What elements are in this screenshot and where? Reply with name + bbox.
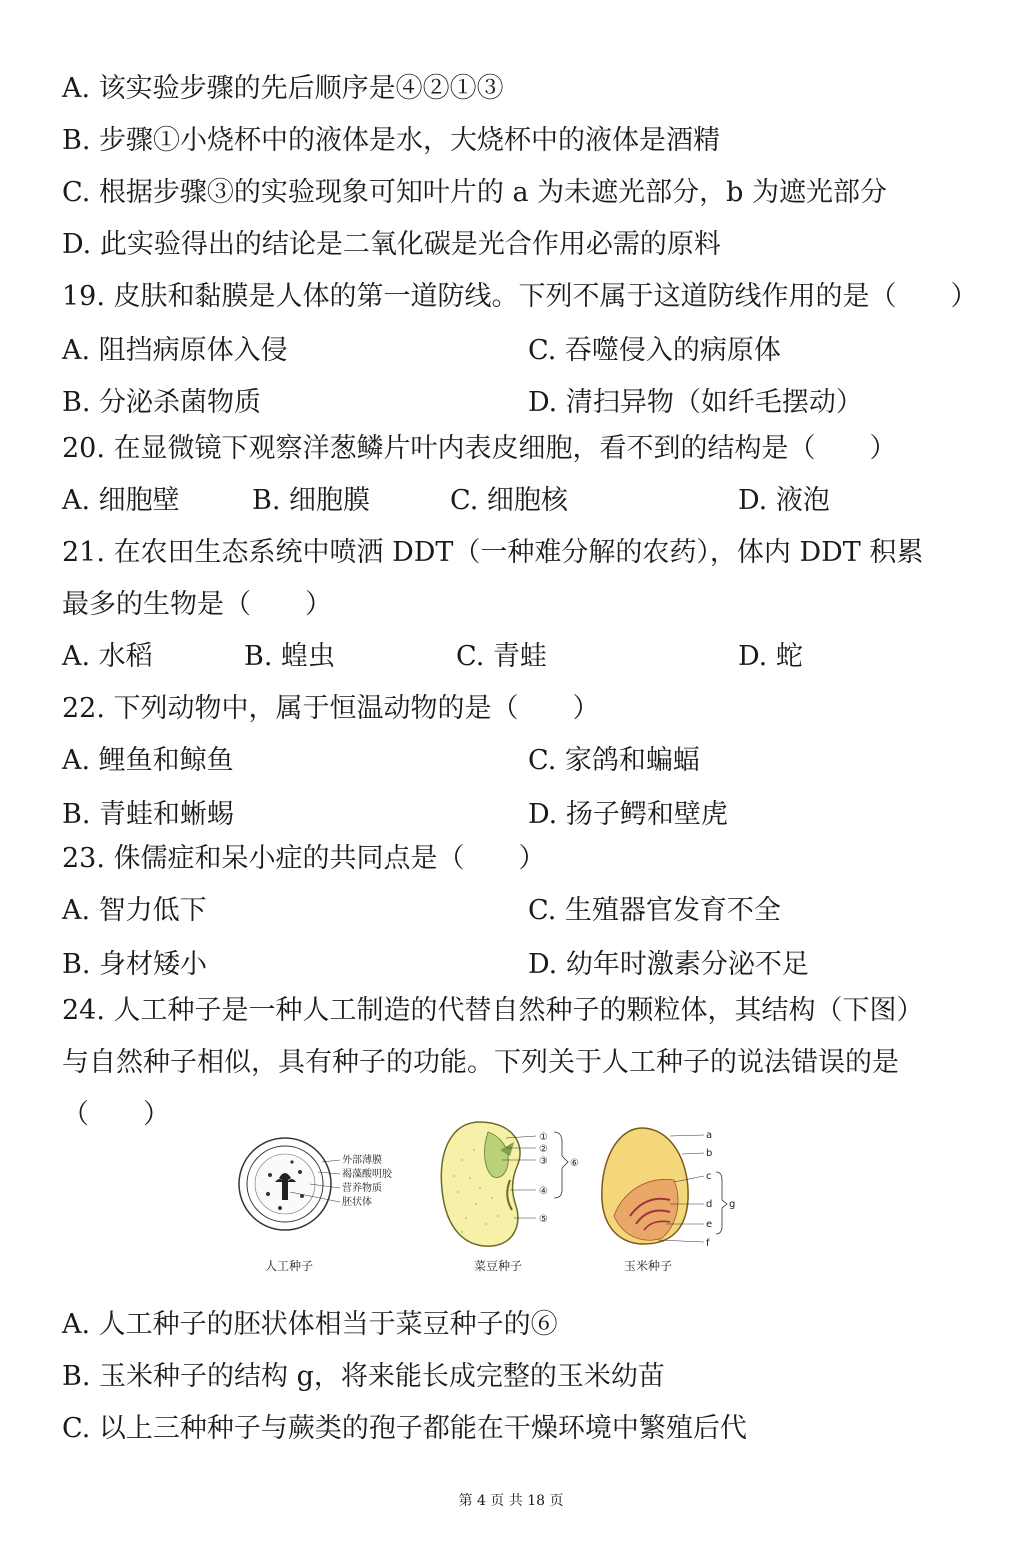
q18-option-b: B. 步骤①小烧杯中的液体是水，大烧杯中的液体是酒精 xyxy=(62,125,721,156)
q22-option-d: D. 扬子鳄和壁虎 xyxy=(528,799,728,830)
q21-stem-line2: 最多的生物是（ ） xyxy=(62,589,332,620)
q24-stem-line1: 24. 人工种子是一种人工制造的代替自然种子的颗粒体，其结构（下图） xyxy=(62,995,924,1026)
corn-seed-caption: 玉米种子 xyxy=(624,1259,673,1273)
bean-seed-caption: 菜豆种子 xyxy=(474,1259,523,1273)
q24-option-a: A. 人工种子的胚状体相当于菜豆种子的⑥ xyxy=(62,1309,558,1340)
q20-option-d: D. 液泡 xyxy=(738,485,830,516)
bean-label-2: ② xyxy=(539,1144,548,1155)
artificial-label-2: 褐藻酸明胶 xyxy=(342,1169,392,1180)
q18-option-a: A. 该实验步骤的先后顺序是④②①③ xyxy=(62,73,504,104)
bean-label-5: ⑤ xyxy=(539,1214,548,1225)
q24-stem-line3: （ ） xyxy=(62,1099,170,1130)
q23-option-c: C. 生殖器官发育不全 xyxy=(528,895,781,926)
corn-label-b: b xyxy=(706,1148,713,1159)
artificial-label-3: 营养物质 xyxy=(342,1183,382,1194)
corn-seed-diagram xyxy=(602,1128,736,1273)
q23-option-b: B. 身材矮小 xyxy=(62,949,208,980)
q19-option-d: D. 清扫异物（如纤毛摆动） xyxy=(528,387,863,418)
q20-stem: 20. 在显微镜下观察洋葱鳞片叶内表皮细胞，看不到的结构是（ ） xyxy=(62,433,897,464)
bean-label-3: ③ xyxy=(539,1156,548,1167)
q19-option-c: C. 吞噬侵入的病原体 xyxy=(528,335,781,366)
seed-structure-figure xyxy=(230,1120,750,1280)
page-number-footer: 第 4 页 共 18 页 xyxy=(458,1493,564,1509)
q22-option-c: C. 家鸽和蝙蝠 xyxy=(528,745,700,776)
q24-stem-line2: 与自然种子相似，具有种子的功能。下列关于人工种子的说法错误的是 xyxy=(62,1047,899,1078)
q23-option-a: A. 智力低下 xyxy=(62,895,207,926)
corn-label-c: c xyxy=(706,1171,712,1182)
q20-option-b: B. 细胞膜 xyxy=(252,485,371,516)
q22-stem: 22. 下列动物中，属于恒温动物的是（ ） xyxy=(62,693,600,724)
q21-option-d: D. 蛇 xyxy=(738,641,803,672)
corn-label-d: d xyxy=(706,1199,713,1210)
q21-option-a: A. 水稻 xyxy=(62,641,153,672)
q21-option-c: C. 青蛙 xyxy=(456,641,547,672)
corn-label-g: g xyxy=(729,1199,736,1210)
q19-option-a: A. 阻挡病原体入侵 xyxy=(62,335,288,366)
q21-option-b: B. 蝗虫 xyxy=(244,641,336,672)
corn-label-a: a xyxy=(706,1130,713,1141)
bean-label-6: ⑥ xyxy=(570,1158,579,1169)
q21-stem-line1: 21. 在农田生态系统中喷洒 DDT（一种难分解的农药），体内 DDT 积累 xyxy=(62,537,924,568)
q24-option-c: C. 以上三种种子与蕨类的孢子都能在干燥环境中繁殖后代 xyxy=(62,1413,747,1444)
q19-stem: 19. 皮肤和黏膜是人体的第一道防线。下列不属于这道防线作用的是（ ） xyxy=(62,281,978,312)
artificial-seed-caption: 人工种子 xyxy=(265,1259,314,1273)
artificial-label-4: 胚状体 xyxy=(342,1197,372,1208)
q19-option-b: B. 分泌杀菌物质 xyxy=(62,387,262,418)
corn-label-f: f xyxy=(706,1238,710,1249)
bean-label-1: ① xyxy=(539,1132,548,1143)
q18-option-c: C. 根据步骤③的实验现象可知叶片的 a 为未遮光部分，b 为遮光部分 xyxy=(62,177,887,208)
artificial-label-1: 外部薄膜 xyxy=(342,1155,382,1166)
bean-seed-diagram xyxy=(441,1122,579,1273)
q20-option-c: C. 细胞核 xyxy=(450,485,568,516)
bean-label-4: ④ xyxy=(539,1186,548,1197)
q20-option-a: A. 细胞壁 xyxy=(62,485,180,516)
q22-option-a: A. 鲤鱼和鲸鱼 xyxy=(62,745,234,776)
artificial-seed-diagram xyxy=(239,1138,393,1273)
corn-label-e: e xyxy=(706,1219,713,1230)
q24-option-b: B. 玉米种子的结构 g，将来能长成完整的玉米幼苗 xyxy=(62,1361,665,1392)
q23-stem: 23. 侏儒症和呆小症的共同点是（ ） xyxy=(62,843,546,874)
q22-option-b: B. 青蛙和蜥蜴 xyxy=(62,799,235,830)
q23-option-d: D. 幼年时激素分泌不足 xyxy=(528,949,809,980)
q18-option-d: D. 此实验得出的结论是二氧化碳是光合作用必需的原料 xyxy=(62,229,721,260)
